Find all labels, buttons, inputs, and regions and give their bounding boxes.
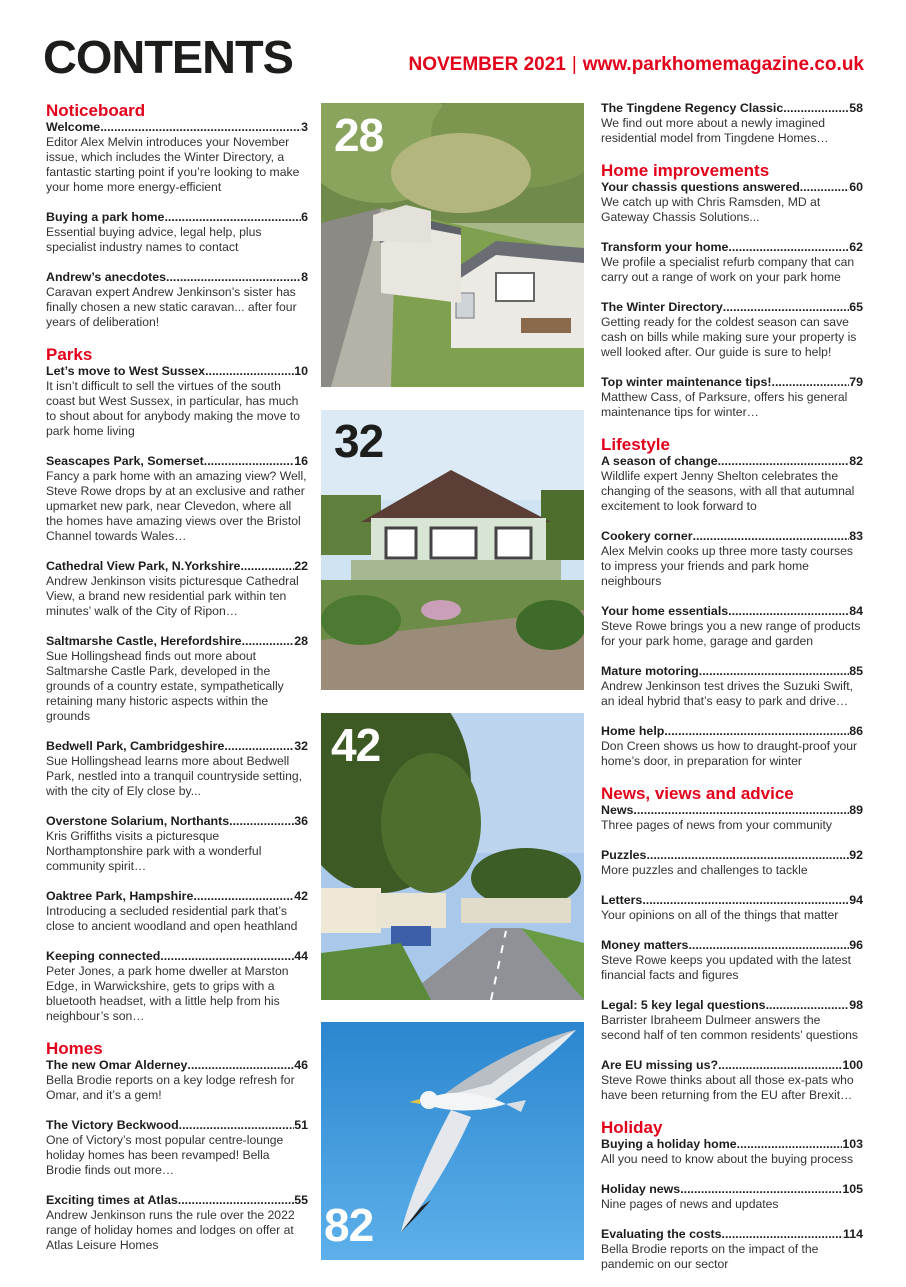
- entry-description: Getting ready for the coldest season can save cash on bills while making sure your property is well looked after. Our guide is sure to help!: [601, 315, 857, 359]
- entry-page-number: 100: [842, 1058, 863, 1072]
- contents-entry[interactable]: [601, 1182, 863, 1212]
- dot-leader: [766, 998, 850, 1013]
- section-heading: News, views and advice: [601, 784, 794, 803]
- contents-entry[interactable]: [601, 604, 863, 649]
- entry-page-number: 98: [849, 998, 863, 1012]
- entry-title: Andrew’s anecdotes: [46, 270, 167, 284]
- entry-heading-row: [601, 375, 863, 390]
- dot-leader: [728, 604, 849, 619]
- entry-title: Letters: [601, 893, 643, 907]
- section-heading: Holiday: [601, 1118, 663, 1137]
- contents-entry[interactable]: [46, 120, 308, 195]
- entry-title: Are EU missing us?: [601, 1058, 719, 1072]
- entry-description: Alex Melvin cooks up three more tasty courses to impress your friends and park home neighbours: [601, 544, 853, 588]
- entry-title: The new Omar Alderney: [46, 1058, 188, 1072]
- entry-heading-row: [46, 634, 308, 649]
- entry-heading-row: [601, 1058, 863, 1073]
- contents-entry[interactable]: [46, 1193, 308, 1253]
- dot-leader: [633, 803, 849, 818]
- contents-entry[interactable]: [601, 101, 863, 146]
- entry-page-number: 60: [849, 180, 863, 194]
- entry-page-number: 92: [849, 848, 863, 862]
- entry-title: News: [601, 803, 634, 817]
- entry-description: Matthew Cass, of Parksure, offers his general maintenance tips for winter…: [601, 390, 848, 419]
- entry-description: Steve Rowe brings you a new range of products for your park home, garage and garden: [601, 619, 861, 648]
- entry-title: Evaluating the costs: [601, 1227, 722, 1241]
- dot-leader: [718, 1058, 842, 1073]
- entry-description: Essential buying advice, legal help, plus specialist industry names to contact: [46, 225, 262, 254]
- entry-description: Nine pages of news and updates: [601, 1197, 779, 1211]
- contents-entry[interactable]: [601, 180, 863, 225]
- contents-entry[interactable]: [601, 724, 863, 769]
- entry-title: Home help: [601, 724, 665, 738]
- entry-heading-row: [601, 529, 863, 544]
- entry-title: Legal: 5 key legal questions: [601, 998, 766, 1012]
- entry-description: Wildlife expert Jenny Shelton celebrates the changing of the seasons, with all that autumnal excitement to look forward to: [601, 469, 855, 513]
- entry-title: Exciting times at Atlas: [46, 1193, 178, 1207]
- entry-title: Buying a park home: [46, 210, 165, 224]
- entry-heading-row: [601, 893, 863, 908]
- entry-title: Transform your home: [601, 240, 729, 254]
- entry-heading-row: [601, 803, 863, 818]
- entry-heading-row: [601, 101, 863, 116]
- entry-heading-row: [46, 949, 308, 964]
- dot-leader: [772, 375, 850, 390]
- entry-page-number: 84: [849, 604, 863, 618]
- entry-title: Keeping connected: [46, 949, 161, 963]
- entry-title: Buying a holiday home: [601, 1137, 737, 1151]
- section-heading: Homes: [46, 1039, 103, 1058]
- entry-page-number: 85: [849, 664, 863, 678]
- website-link[interactable]: www.parkhomemagazine.co.uk: [582, 54, 864, 75]
- entry-title: Cookery corner: [601, 529, 693, 543]
- entry-page-number: 28: [294, 634, 308, 648]
- header-divider: |: [571, 54, 577, 75]
- dot-leader: [205, 364, 294, 379]
- entry-title: A season of change: [601, 454, 718, 468]
- entry-heading-row: [601, 1137, 863, 1152]
- entry-heading-row: [46, 814, 308, 829]
- page-title: CONTENTS: [43, 31, 293, 83]
- entry-page-number: 58: [849, 101, 863, 115]
- entry-heading-row: [601, 1182, 863, 1197]
- entry-page-number: 10: [294, 364, 308, 378]
- entry-heading-row: [601, 1227, 863, 1242]
- entry-title: The Tingdene Regency Classic: [601, 101, 784, 115]
- dot-leader: [642, 893, 849, 908]
- entry-heading-row: [601, 300, 863, 315]
- entry-title: Let’s move to West Sussex: [46, 364, 206, 378]
- dot-leader: [100, 120, 301, 135]
- photo-number-82: 82: [324, 1199, 374, 1251]
- dot-leader: [193, 889, 294, 904]
- dot-leader: [166, 270, 301, 285]
- entry-page-number: 89: [849, 803, 863, 817]
- entry-heading-row: [46, 454, 308, 469]
- contents-entry[interactable]: [46, 210, 308, 255]
- contents-entry[interactable]: [46, 889, 308, 934]
- entry-title: Cathedral View Park, N.Yorkshire: [46, 559, 241, 573]
- entry-heading-row: [46, 210, 308, 225]
- entry-title: Mature motoring: [601, 664, 699, 678]
- entry-description: Your opinions on all of the things that matter: [601, 908, 839, 922]
- entry-description: Introducing a secluded residential park that’s close to ancient woodland and open heathland: [46, 904, 298, 933]
- section-heading: Noticeboard: [46, 101, 146, 120]
- entry-page-number: 94: [849, 893, 863, 907]
- entry-page-number: 83: [849, 529, 863, 543]
- entry-description: More puzzles and challenges to tackle: [601, 863, 808, 877]
- entry-heading-row: [601, 664, 863, 679]
- contents-entry[interactable]: [46, 814, 308, 874]
- entry-heading-row: [601, 454, 863, 469]
- contents-entry[interactable]: [601, 375, 863, 420]
- entry-description: Steve Rowe thinks about all those ex-pats who have been returning from the EU after Brexit…: [601, 1073, 854, 1102]
- entry-description: Sue Hollingshead finds out more about Saltmarshe Castle Park, developed in the grounds of a country estate, sympathetically retaining many historic aspects within the grounds: [46, 649, 284, 723]
- contents-entry[interactable]: [46, 270, 308, 330]
- contents-column-left: [46, 101, 308, 1268]
- entry-description: Kris Griffiths visits a picturesque Northamptonshire park with a wonderful community spirit…: [46, 829, 262, 873]
- contents-entry[interactable]: [46, 1118, 308, 1178]
- entry-page-number: 86: [849, 724, 863, 738]
- entry-page-number: 3: [301, 120, 308, 134]
- entry-description: Andrew Jenkinson runs the rule over the 2022 range of holiday homes and lodges on offer at Atlas Leisure Homes: [46, 1208, 295, 1252]
- entry-page-number: 114: [843, 1227, 863, 1241]
- entry-heading-row: [601, 998, 863, 1013]
- dot-leader: [164, 210, 301, 225]
- entry-page-number: 55: [294, 1193, 308, 1207]
- dot-leader: [783, 101, 849, 116]
- entry-description: Don Creen shows us how to draught-proof your home’s door, in preparation for winter: [601, 739, 858, 768]
- entry-title: Puzzles: [601, 848, 647, 862]
- dot-leader: [240, 559, 294, 574]
- dot-leader: [722, 1227, 844, 1242]
- dot-leader: [800, 180, 849, 195]
- entry-page-number: 65: [849, 300, 863, 314]
- entry-page-number: 105: [842, 1182, 863, 1196]
- entry-title: Seascapes Park, Somerset: [46, 454, 204, 468]
- dot-leader: [688, 938, 849, 953]
- photo-number-42: 42: [331, 719, 381, 771]
- entry-page-number: 32: [294, 739, 308, 753]
- dot-leader: [693, 529, 850, 544]
- contents-entry[interactable]: [601, 893, 863, 923]
- contents-entry[interactable]: [601, 848, 863, 878]
- entry-heading-row: [601, 848, 863, 863]
- photo-number-32: 32: [334, 415, 384, 467]
- entry-heading-row: [46, 1193, 308, 1208]
- contents-entry[interactable]: [601, 454, 863, 514]
- entry-heading-row: [46, 270, 308, 285]
- entry-page-number: 42: [294, 889, 308, 903]
- entry-title: The Victory Beckwood: [46, 1118, 179, 1132]
- dot-leader: [737, 1137, 843, 1152]
- entry-page-number: 96: [849, 938, 863, 952]
- contents-entry[interactable]: [46, 454, 308, 544]
- entry-page-number: 103: [842, 1137, 863, 1151]
- entry-description: We find out more about a newly imagined residential model from Tingdene Homes…: [601, 116, 829, 145]
- contents-column-right: [601, 101, 863, 1287]
- entry-heading-row: [601, 604, 863, 619]
- contents-entry[interactable]: [601, 300, 863, 360]
- entry-title: Your chassis questions answered: [601, 180, 800, 194]
- contents-entry[interactable]: [601, 938, 863, 983]
- entry-page-number: 22: [294, 559, 308, 573]
- entry-description: Three pages of news from your community: [601, 818, 832, 832]
- entry-page-number: 82: [849, 454, 863, 468]
- dot-leader: [699, 664, 849, 679]
- dot-leader: [179, 1118, 295, 1133]
- entry-page-number: 36: [294, 814, 308, 828]
- entry-title: Your home essentials: [601, 604, 729, 618]
- entry-title: Saltmarshe Castle, Herefordshire: [46, 634, 242, 648]
- entry-heading-row: [601, 180, 863, 195]
- entry-description: We profile a specialist refurb company that can carry out a range of work on your park home: [601, 255, 855, 284]
- dot-leader: [728, 240, 849, 255]
- contents-entry[interactable]: [46, 559, 308, 619]
- dot-leader: [187, 1058, 294, 1073]
- dot-leader: [680, 1182, 842, 1197]
- entry-title: Bedwell Park, Cambridgeshire: [46, 739, 225, 753]
- entry-title: Oaktree Park, Hampshire: [46, 889, 194, 903]
- dot-leader: [664, 724, 849, 739]
- entry-description: Fancy a park home with an amazing view? Well, Steve Rowe drops by at an exclusive and rather upmarket new park, near Clevedon, where all the homes have amazing views over the Bristol Channel towards Wales…: [46, 469, 307, 543]
- contents-entry[interactable]: [601, 1227, 863, 1272]
- entry-heading-row: [46, 739, 308, 754]
- dot-leader: [723, 300, 849, 315]
- entry-title: Holiday news: [601, 1182, 681, 1196]
- dot-leader: [646, 848, 849, 863]
- contents-entry[interactable]: [46, 634, 308, 724]
- entry-page-number: 8: [301, 270, 308, 284]
- issue-header: [409, 54, 865, 76]
- dot-leader: [242, 634, 295, 649]
- entry-page-number: 62: [849, 240, 863, 254]
- contents-entry[interactable]: [46, 364, 308, 439]
- entry-heading-row: [46, 559, 308, 574]
- entry-heading-row: [46, 1058, 308, 1073]
- section-heading: Home improvements: [601, 161, 770, 180]
- entry-page-number: 6: [301, 210, 308, 224]
- contents-entry[interactable]: [46, 949, 308, 1024]
- entry-description: Bella Brodie reports on the impact of the pandemic on our sector: [601, 1242, 819, 1271]
- entry-description: Peter Jones, a park home dweller at Marston Edge, in Warwickshire, gets to grips with a bluetooth headset, with a little help from his neighbour’s son…: [46, 964, 289, 1023]
- entry-description: One of Victory’s most popular centre-lounge holiday homes has been revamped! Bella Brodie finds out more…: [46, 1133, 284, 1177]
- entry-description: Editor Alex Melvin introduces your November issue, which includes the Winter Directory, a fantastic starting point if you’re looking to make your home more energy-efficient: [46, 135, 300, 194]
- entry-heading-row: [601, 938, 863, 953]
- contents-entry[interactable]: [601, 803, 863, 833]
- entry-description: It isn’t difficult to sell the virtues of the south coast but West Sussex, in particular, has much to shout about for anybody making the move to park home living: [46, 379, 301, 438]
- entry-heading-row: [46, 1118, 308, 1133]
- dot-leader: [718, 454, 850, 469]
- contents-entry[interactable]: [46, 739, 308, 799]
- entry-heading-row: [601, 724, 863, 739]
- entry-heading-row: [46, 889, 308, 904]
- entry-description: We catch up with Chris Ramsden, MD at Gateway Chassis Solutions...: [601, 195, 821, 224]
- section-heading: Lifestyle: [601, 435, 670, 454]
- dot-leader: [178, 1193, 294, 1208]
- entry-description: All you need to know about the buying process: [601, 1152, 854, 1166]
- entry-description: Steve Rowe keeps you updated with the latest financial facts and figures: [601, 953, 851, 982]
- contents-entry[interactable]: [601, 998, 863, 1043]
- entry-description: Sue Hollingshead learns more about Bedwell Park, nestled into a tranquil countryside setting, with the city of Ely close by...: [46, 754, 303, 798]
- dot-leader: [204, 454, 294, 469]
- issue-date: NOVEMBER 2021: [408, 54, 566, 75]
- dot-leader: [229, 814, 294, 829]
- contents-entry[interactable]: [601, 240, 863, 285]
- contents-entry[interactable]: [46, 1058, 308, 1103]
- entry-page-number: 79: [849, 375, 863, 389]
- entry-page-number: 46: [294, 1058, 308, 1072]
- dot-leader: [224, 739, 294, 754]
- entry-description: Bella Brodie reports on a key lodge refresh for Omar, and it’s a gem!: [46, 1073, 295, 1102]
- section-heading: Parks: [46, 345, 93, 364]
- contents-entry[interactable]: [601, 664, 863, 709]
- entry-title: Top winter maintenance tips!: [601, 375, 772, 389]
- entry-description: Caravan expert Andrew Jenkinson’s sister has finally chosen a new static caravan... after four years of deliberation!: [46, 285, 297, 329]
- contents-entry[interactable]: [601, 1058, 863, 1103]
- entry-description: Andrew Jenkinson visits picturesque Cathedral View, a brand new residential park within ten minutes’ walk of the City of Ripon…: [46, 574, 299, 618]
- contents-entry[interactable]: [601, 529, 863, 589]
- entry-heading-row: [46, 364, 308, 379]
- entry-heading-row: [46, 120, 308, 135]
- entry-page-number: 51: [294, 1118, 308, 1132]
- entry-page-number: 16: [294, 454, 308, 468]
- entry-heading-row: [601, 240, 863, 255]
- entry-description: Andrew Jenkinson test drives the Suzuki Swift, an ideal hybrid that’s easy to park and drive…: [601, 679, 853, 708]
- photo-number-28: 28: [334, 109, 384, 161]
- dot-leader: [160, 949, 294, 964]
- contents-entry[interactable]: [601, 1137, 863, 1167]
- entry-page-number: 44: [294, 949, 308, 963]
- entry-title: Welcome: [46, 120, 101, 134]
- entry-title: Money matters: [601, 938, 689, 952]
- entry-title: The Winter Directory: [601, 300, 723, 314]
- entry-title: Overstone Solarium, Northants: [46, 814, 230, 828]
- entry-description: Barrister Ibraheem Dulmeer answers the second half of ten common residents’ questions: [601, 1013, 858, 1042]
